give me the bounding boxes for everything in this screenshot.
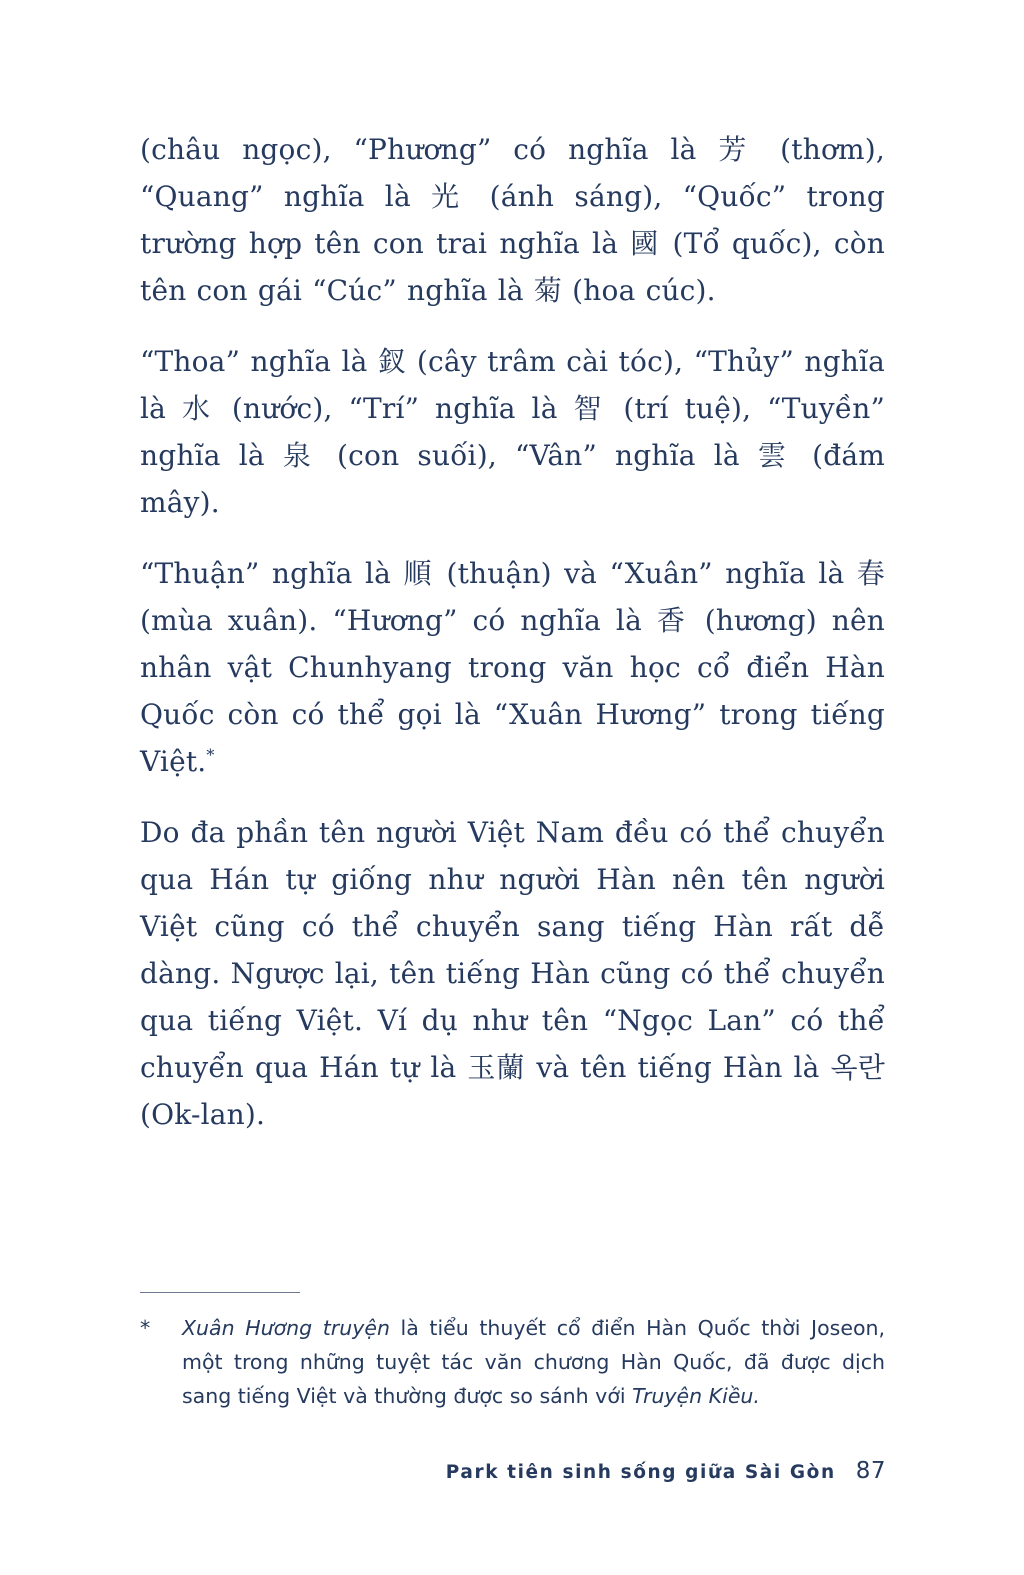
- footnote-separator-rule: [140, 1292, 300, 1293]
- footnote-marker: *: [140, 1316, 151, 1340]
- paragraph-3: [140, 550, 885, 785]
- footnote-reference-mark: *: [206, 745, 215, 765]
- footnote-segment-italic-title: Xuân Hương truyện: [182, 1316, 390, 1340]
- body-text-column: [140, 126, 885, 1162]
- paragraph-4-text: Do đa phần tên người Việt Nam đều có thể chuyển qua Hán tự giống như người Hàn nên tên người Việt cũng có thể chuyển sang tiếng Hàn rất dễ dàng. Ngược lại, tên tiếng Hàn cũng có thể chuyển qua tiếng Việt. Ví dụ như tên “Ngọc Lan” có thể chuyển qua Hán tự là 玉蘭 và tên tiếng Hàn là 옥란 (Ok-lan).: [140, 816, 885, 1131]
- paragraph-3-text: “Thuận” nghĩa là 順 (thuận) và “Xuân” nghĩa là 春 (mùa xuân). “Hương” có nghĩa là 香 (hương) nên nhân vật Chunhyang trong văn học cổ điển Hàn Quốc còn có thể gọi là “Xuân Hương” trong tiếng Việt.: [140, 557, 885, 778]
- paragraph-1-text: (châu ngọc), “Phương” có nghĩa là 芳 (thơm), “Quang” nghĩa là 光 (ánh sáng), “Quốc” trong trường hợp tên con trai nghĩa là 國 (Tổ quốc), còn tên con gái “Cúc” nghĩa là 菊 (hoa cúc).: [140, 133, 885, 307]
- paragraph-2-text: “Thoa” nghĩa là 釵 (cây trâm cài tóc), “Thủy” nghĩa là 水 (nước), “Trí” nghĩa là 智 (trí tuệ), “Tuyền” nghĩa là 泉 (con suối), “Vân” nghĩa là 雲 (đám mây).: [140, 345, 885, 519]
- footnote: [140, 1311, 885, 1413]
- paragraph-2: [140, 338, 885, 526]
- footnote-text: [182, 1311, 885, 1413]
- page-number: 87: [855, 1458, 886, 1484]
- paragraph-1: [140, 126, 885, 314]
- footnote-segment-body: là tiểu thuyết cổ điển Hàn Quốc thời Joseon, một trong những tuyệt tác văn chương Hàn Quốc, đã được dịch sang tiếng Việt và thường được so sánh với: [182, 1316, 885, 1408]
- footnote-segment-italic-kieu: Truyện Kiều.: [632, 1384, 760, 1408]
- footnote-block: [140, 1292, 885, 1413]
- running-title: Park tiên sinh sống giữa Sài Gòn: [445, 1462, 836, 1483]
- paragraph-4: [140, 809, 885, 1138]
- page-footer: [446, 1458, 886, 1484]
